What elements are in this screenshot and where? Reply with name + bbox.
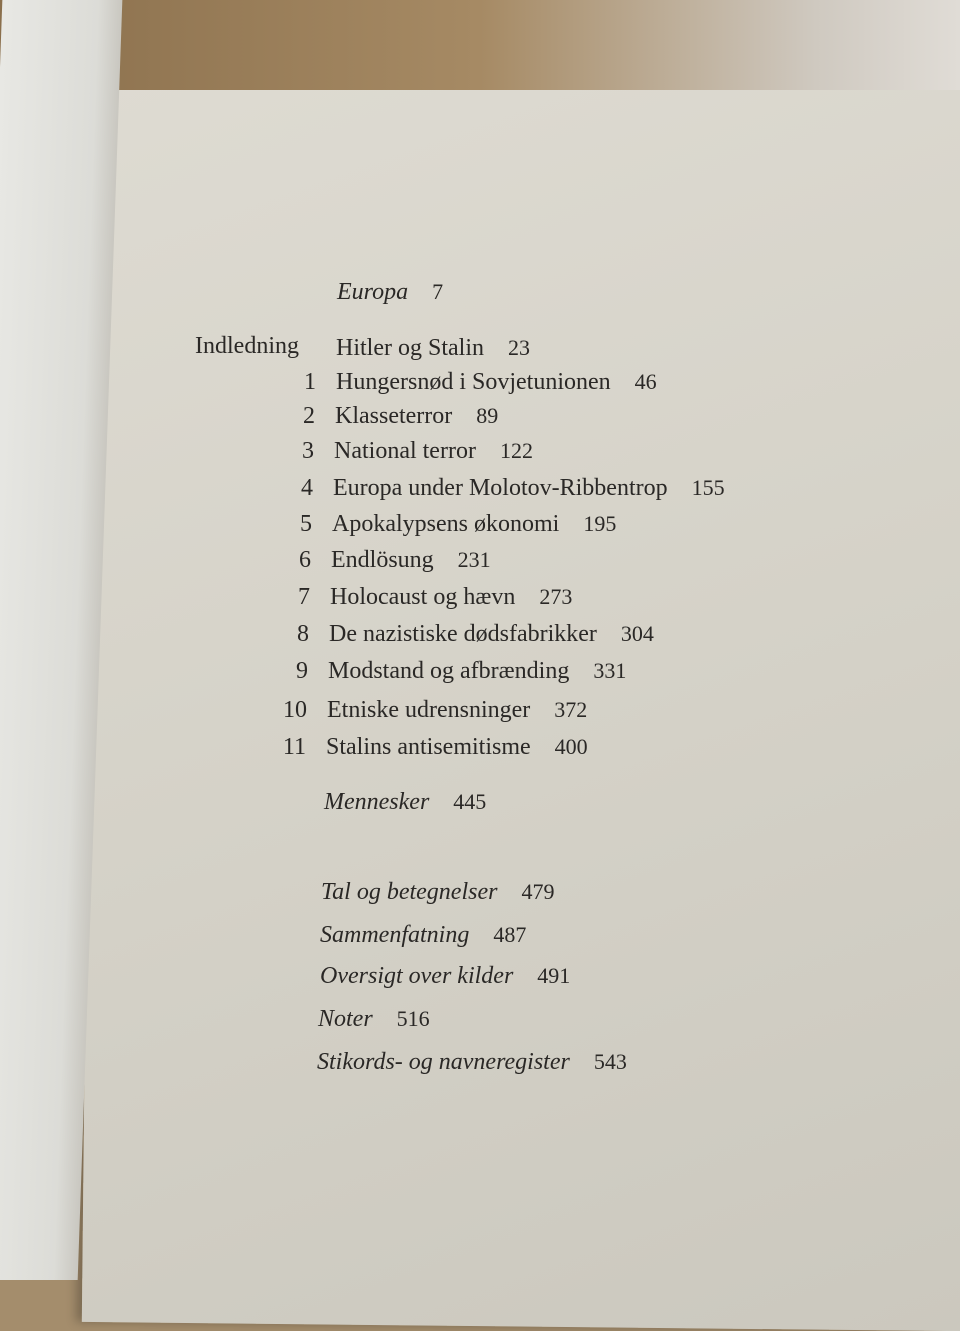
- toc-chapter: [330, 583, 572, 611]
- background-surface: [0, 0, 960, 90]
- toc-page: 372: [554, 697, 588, 722]
- chapter-number: 5: [300, 511, 312, 537]
- toc-page: 304: [620, 621, 654, 646]
- toc-page: 155: [691, 475, 725, 500]
- chapter-number: 3: [302, 438, 314, 464]
- toc-title: Oversigt over kilder: [320, 963, 514, 989]
- toc-page: 543: [593, 1049, 627, 1074]
- toc-back-entry: [320, 962, 570, 990]
- toc-title: Noter: [318, 1006, 373, 1032]
- toc-title: Etniske udrensninger: [327, 697, 531, 723]
- toc-title: Klasseterror: [335, 403, 453, 429]
- chapter-number: 4: [301, 475, 313, 501]
- toc-page: 273: [539, 584, 573, 609]
- toc-title: Modstand og afbrænding: [328, 658, 570, 684]
- chapter-number: 8: [297, 621, 309, 647]
- toc-label: Indledning: [195, 333, 299, 359]
- toc-chapter: [331, 546, 491, 574]
- toc-title: Hitler og Stalin: [336, 335, 484, 361]
- toc-chapter: [332, 510, 616, 538]
- toc-title: Sammenfatning: [320, 922, 470, 948]
- toc-page: 331: [593, 658, 627, 683]
- toc-back-entry: [321, 878, 554, 906]
- toc-chapter: [328, 657, 626, 685]
- chapter-number: 10: [283, 697, 307, 723]
- toc-entry-front: [337, 278, 443, 306]
- chapter-number: 1: [304, 369, 316, 395]
- toc-back-entry: [317, 1048, 627, 1076]
- toc-page: 122: [499, 438, 533, 463]
- toc-back-entry: [318, 1005, 430, 1033]
- chapter-number: 6: [299, 547, 311, 573]
- toc-chapter: [329, 620, 654, 648]
- toc-chapter: [336, 368, 657, 396]
- toc-page: 479: [521, 879, 555, 904]
- toc-title: Apokalypsens økonomi: [332, 511, 560, 537]
- toc-page: 491: [537, 963, 571, 988]
- toc-page: 445: [453, 789, 487, 814]
- toc-title: Europa under Molotov-Ribbentrop: [333, 475, 668, 501]
- toc-page: 487: [493, 922, 527, 947]
- toc-chapter: [333, 474, 725, 502]
- toc-chapter: [335, 402, 498, 430]
- toc-title: Europa: [337, 279, 409, 305]
- toc-back-entry: [320, 921, 526, 949]
- toc-title: National terror: [334, 438, 476, 464]
- toc-chapter: [334, 437, 533, 465]
- toc-page: 89: [476, 403, 499, 428]
- toc-page: 231: [457, 547, 491, 572]
- toc-page: 400: [554, 734, 588, 759]
- toc-title: Endlösung: [331, 547, 434, 573]
- chapter-number: 7: [298, 584, 310, 610]
- toc-page: 195: [583, 511, 617, 536]
- toc-chapter: [327, 696, 587, 724]
- chapter-number: 11: [282, 734, 306, 760]
- toc-page: 46: [634, 369, 657, 394]
- toc-title: Holocaust og hævn: [330, 584, 516, 610]
- toc-entry-intro-title: [336, 334, 530, 362]
- chapter-number: 9: [296, 658, 308, 684]
- toc-title: Stikords- og navneregister: [317, 1049, 570, 1075]
- toc-title: De nazistiske dødsfabrikker: [329, 621, 597, 647]
- toc-entry-conclusion: [324, 788, 486, 816]
- toc-page: 7: [432, 279, 444, 304]
- toc-title: Stalins antisemitisme: [326, 734, 531, 760]
- chapter-number: 2: [303, 403, 315, 429]
- toc-title: Mennesker: [324, 789, 430, 815]
- toc-page: 23: [507, 335, 530, 360]
- toc-entry-intro: [195, 332, 299, 360]
- toc-page: 516: [396, 1006, 430, 1031]
- toc-chapter: [326, 733, 588, 761]
- toc-title: Tal og betegnelser: [321, 879, 498, 905]
- toc-title: Hungersnød i Sovjetunionen: [336, 369, 611, 395]
- left-page-edge: [0, 0, 122, 1280]
